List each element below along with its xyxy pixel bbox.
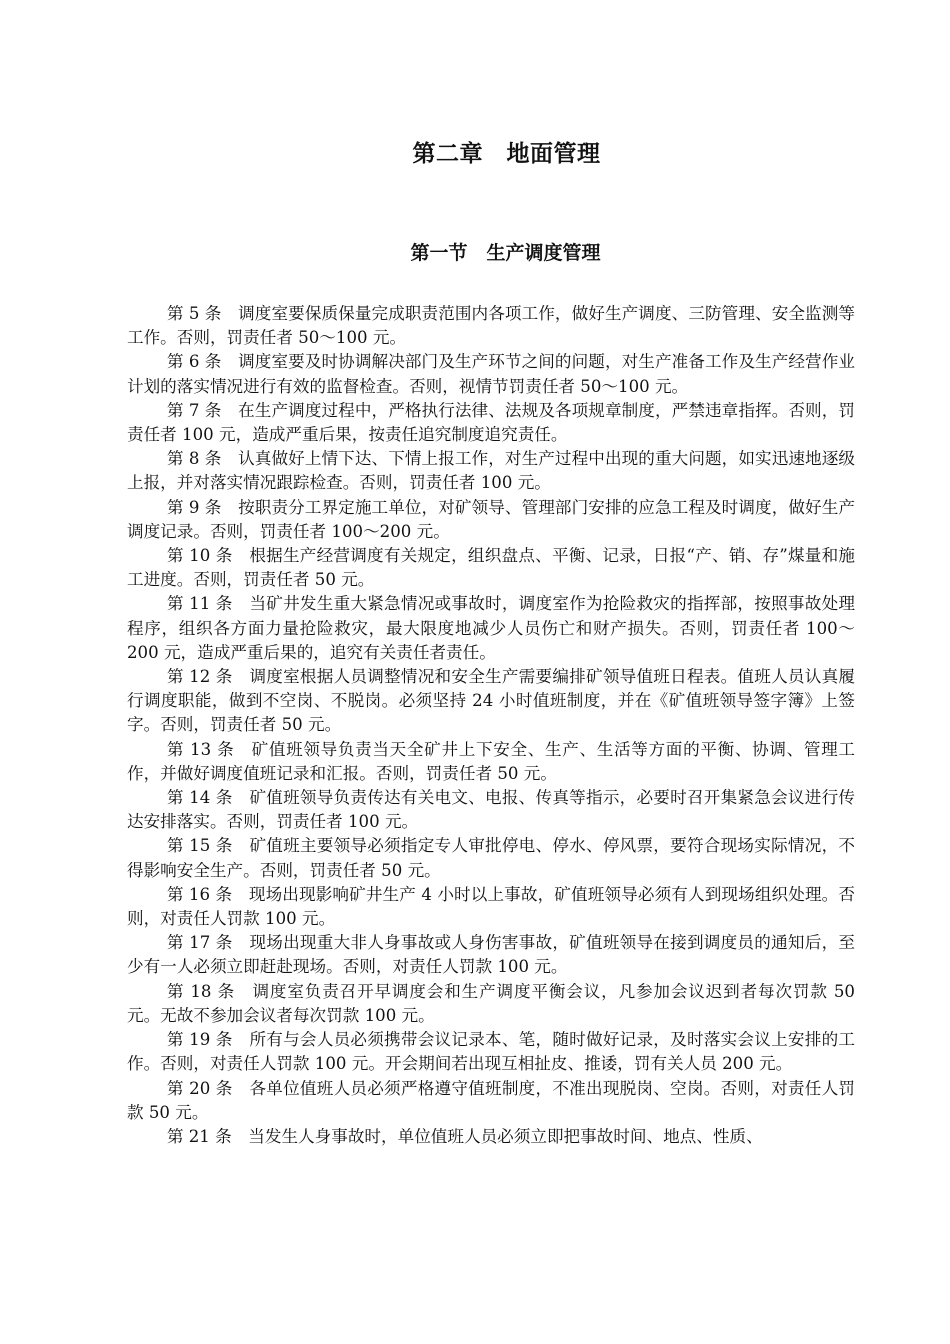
article-21: 第 21 条 当发生人身事故时，单位值班人员必须立即把事故时间、地点、性质、	[166, 1126, 763, 1146]
section-title: 第一节 生产调度管理	[410, 242, 601, 264]
article-5: 第 5 条 调度室要保质保量完成职责范围内各项工作，做好生产调度、三防管理、安全监测等工作。否则，罚责任者 50～100 元。	[127, 304, 855, 348]
article-8: 第 8 条 认真做好上情下达、下情上报工作，对生产过程中出现的重大问题，如实迅速地逐级上报，并对落实情况跟踪检查。否则，罚责任者 100 元。	[127, 449, 855, 493]
article-13: 第 13 条 矿值班领导负责当天全矿井上下安全、生产、生活等方面的平衡、协调、管理工作，并做好调度值班记录和汇报。否则，罚责任者 50 元。	[127, 739, 855, 783]
chapter-title: 第二章 地面管理	[412, 141, 601, 167]
article-18: 第 18 条 调度室负责召开早调度会和生产调度平衡会议，凡参加会议迟到者每次罚款 50 元。无故不参加会议者每次罚款 100 元。	[127, 981, 861, 1025]
article-6: 第 6 条 调度室要及时协调解决部门及生产环节之间的问题，对生产准备工作及生产经营作业计划的落实情况进行有效的监督检查。否则，视情节罚责任者 50～100 元。	[127, 352, 855, 396]
article-17: 第 17 条 现场出现重大非人身事故或人身伤害事故，矿值班领导在接到调度员的通知后，至少有一人必须立即赶赴现场。否则，对责任人罚款 100 元。	[127, 933, 855, 977]
article-16: 第 16 条 现场出现影响矿井生产 4 小时以上事故，矿值班领导必须有人到现场组织处理。否则，对责任人罚款 100 元。	[127, 884, 855, 929]
article-7: 第 7 条 在生产调度过程中，严格执行法律、法规及各项规章制度，严禁违章指挥。否则，罚责任者 100 元，造成严重后果，按责任追究制度追究责任。	[127, 400, 855, 445]
article-20: 第 20 条 各单位值班人员必须严格遵守值班制度，不准出现脱岗、空岗。否则，对责任人罚款 50 元。	[127, 1078, 855, 1122]
article-15: 第 15 条 矿值班主要领导必须指定专人审批停电、停水、停风票，要符合现场实际情况，不得影响安全生产。否则，罚责任者 50 元。	[127, 836, 855, 880]
article-9: 第 9 条 按职责分工界定施工单位，对矿领导、管理部门安排的应急工程及时调度，做好生产调度记录。否则，罚责任者 100～200 元。	[127, 497, 855, 541]
article-19: 第 19 条 所有与会人员必须携带会议记录本、笔，随时做好记录，及时落实会议上安排的工作。否则，对责任人罚款 100 元。开会期间若出现互相扯皮、推诿，罚有关人员 200 元。	[127, 1030, 855, 1074]
article-14: 第 14 条 矿值班领导负责传达有关电文、电报、传真等指示，必要时召开集紧急会议进行传达安排落实。否则，罚责任者 100 元。	[127, 788, 855, 832]
article-12: 第 12 条 调度室根据人员调整情况和安全生产需要编排矿领导值班日程表。值班人员认真履行调度职能，做到不空岗、不脱岗。必须坚持 24 小时值班制度，并在《矿值班领导签字簿》上签字。否则，罚责任者 50 元。	[127, 667, 855, 735]
article-10: 第 10 条 根据生产经营调度有关规定，组织盘点、平衡、记录，日报“产、销、存”煤量和施工进度。否则，罚责任者 50 元。	[127, 546, 855, 590]
article-list	[127, 302, 861, 1149]
article-11: 第 11 条 当矿井发生重大紧急情况或事故时，调度室作为抢险救灾的指挥部，按照事故处理程序，组织各方面力量抢险救灾，最大限度地减少人员伤亡和财产损失。否则，罚责任者 100～200 元，造成严重后果的，追究有关责任者责任。	[127, 594, 855, 662]
